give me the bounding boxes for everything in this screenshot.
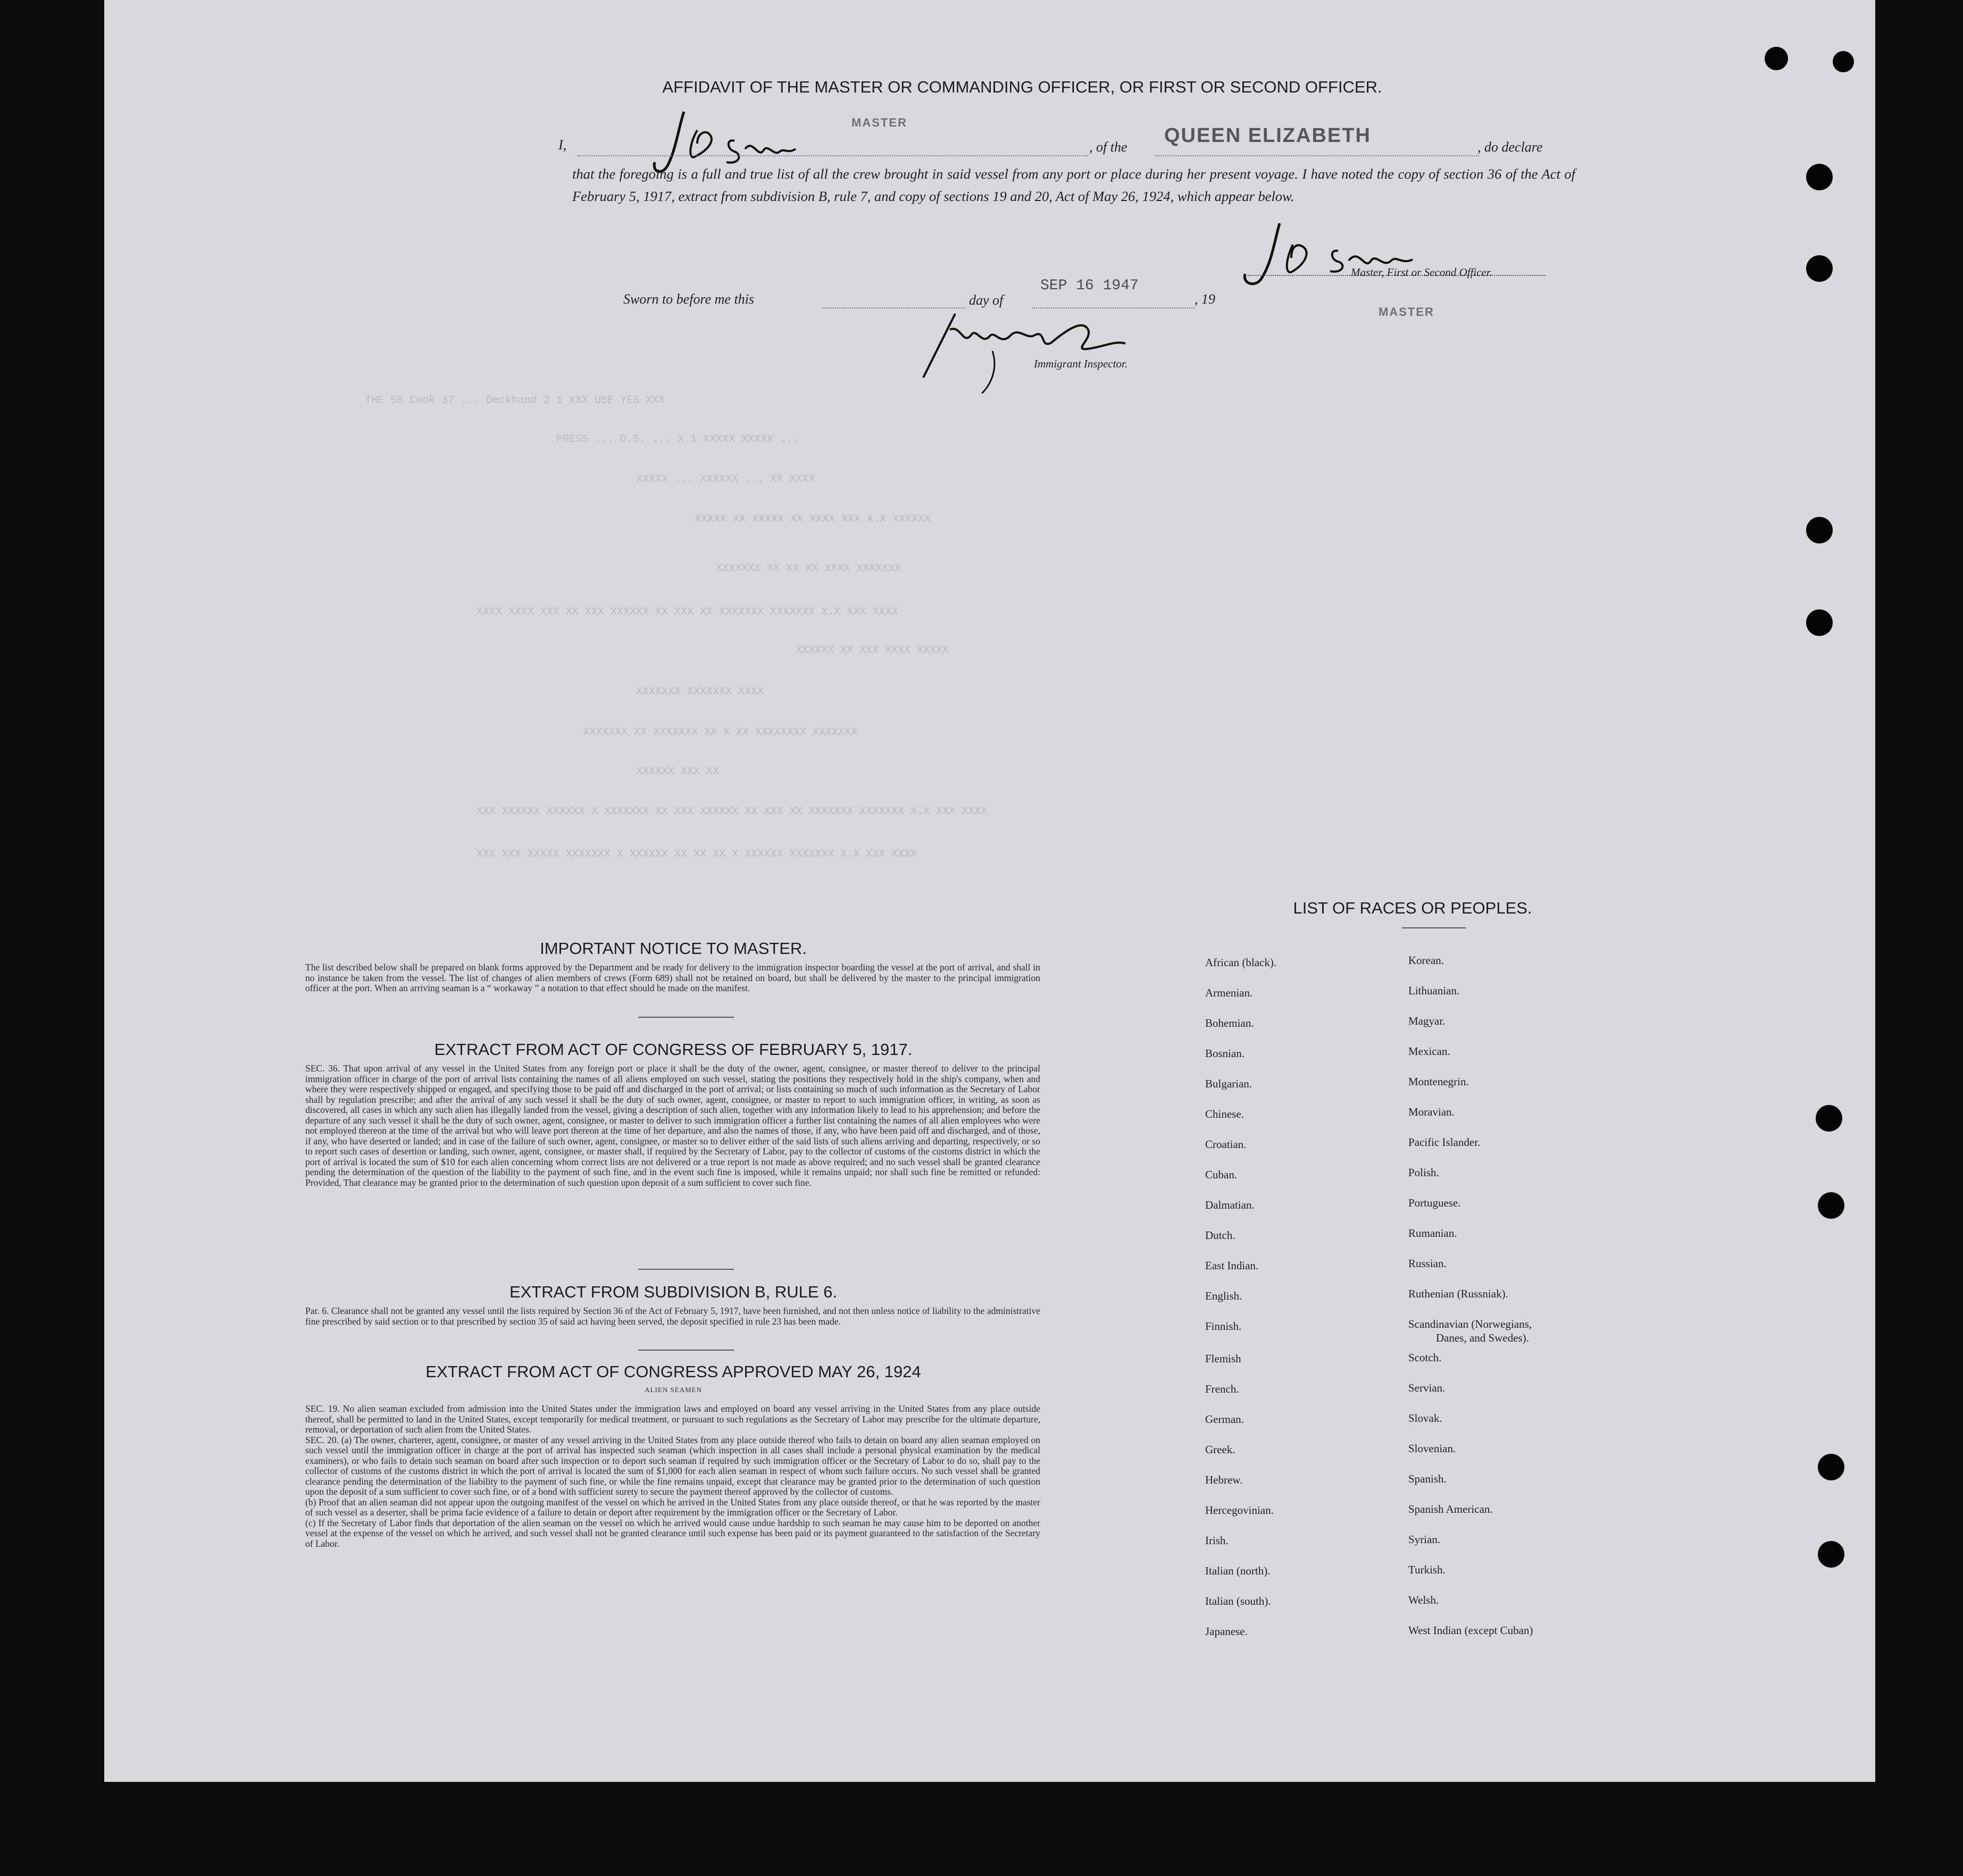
punch-hole	[1818, 1192, 1844, 1219]
race-item: Pacific Islander.	[1408, 1136, 1481, 1149]
races-heading-underline	[1402, 927, 1466, 928]
affidavit-title: AFFIDAVIT OF THE MASTER OR COMMANDING OFFICER, OR FIRST OR SECOND OFFICER.	[662, 78, 1382, 96]
race-item: Croatian.	[1205, 1138, 1247, 1151]
race-item: West Indian (except Cuban)	[1408, 1624, 1533, 1637]
race-item: Chinese.	[1205, 1108, 1244, 1120]
sec20b-text: (b) Proof that an alien seaman did not appear upon the outgoing manifest of the vessel on which he arrived in the United States from any place outside thereof, or that he was reported by the master of such vessel as a deserter, shall be prima facie evidence of a failure to detain or deport after requirement by the immigration officer or the Secretary of Labor.	[305, 1496, 1040, 1518]
race-item: Syrian.	[1408, 1533, 1441, 1546]
divider	[638, 1017, 734, 1018]
race-item: Servian.	[1408, 1381, 1446, 1394]
race-item: Italian (south).	[1205, 1595, 1271, 1607]
race-item: Spanish American.	[1408, 1503, 1493, 1515]
race-item: Spanish.	[1408, 1472, 1447, 1485]
notice-heading: IMPORTANT NOTICE TO MASTER.	[540, 939, 807, 958]
race-item: Dutch.	[1205, 1229, 1235, 1242]
race-item: Slovenian.	[1408, 1442, 1456, 1455]
affidavit-prefix: I,	[558, 137, 567, 153]
master-stamp-2: MASTER	[1379, 305, 1434, 319]
race-item: Scotch.	[1408, 1351, 1442, 1364]
race-item: Slovak.	[1408, 1412, 1442, 1425]
extract-1924-heading: EXTRACT FROM ACT OF CONGRESS APPROVED MAY 26, 1924	[425, 1362, 921, 1381]
race-item: Finnish.	[1205, 1320, 1242, 1333]
race-item: Bosnian.	[1205, 1047, 1245, 1060]
race-item-continuation: Danes, and Swedes).	[1436, 1331, 1529, 1344]
race-item: Irish.	[1205, 1534, 1229, 1547]
divider	[638, 1269, 734, 1270]
race-item: French.	[1205, 1383, 1239, 1395]
race-item: Hercegovinian.	[1205, 1504, 1274, 1517]
officer-signature	[1232, 218, 1455, 298]
punch-hole	[1806, 609, 1833, 636]
race-item: Russian.	[1408, 1257, 1447, 1270]
race-item: Ruthenian (Russniak).	[1408, 1287, 1508, 1300]
race-item: Lithuanian.	[1408, 984, 1460, 997]
punch-hole	[1816, 1105, 1842, 1132]
day-of-text: day of	[969, 292, 1004, 308]
race-item: Korean.	[1408, 954, 1444, 967]
race-item: East Indian.	[1205, 1259, 1259, 1272]
rule6-heading: EXTRACT FROM SUBDIVISION B, RULE 6.	[509, 1283, 838, 1301]
punch-hole	[1806, 255, 1833, 282]
officer-caption: Master, First or Second Officer.	[1351, 266, 1492, 279]
ship-name-stamp: QUEEN ELIZABETH	[1164, 124, 1371, 147]
race-item: Armenian.	[1205, 986, 1253, 999]
race-item: Bulgarian.	[1205, 1077, 1252, 1090]
race-item: Bohemian.	[1205, 1017, 1254, 1029]
race-item: Welsh.	[1408, 1594, 1439, 1606]
ship-line	[1155, 155, 1479, 156]
punch-hole	[1806, 517, 1833, 543]
race-item: Japanese.	[1205, 1625, 1248, 1638]
race-item: Italian (north).	[1205, 1564, 1271, 1577]
extract-1917-text: SEC. 36. That upon arrival of any vessel in the United States from any foreign port or place it shall be the duty of the owner, agent, consignee, or master thereof to deliver to the principal immigration officer in charge of the port of arrival lists containing the names of all aliens employed on such vessel, stating the positions they respectively hold in the ship's company, when and where they were respectively shipped or engaged, and specifying those to be paid off and discharged in the port of arrival; or lists containing so much of such information as the Secretary of Labor shall by regulation prescribe; and after the arrival of any such vessel it shall be the duty of such owner, agent, consignee, or master to report to such immigration officer, in writing, as soon as discovered, all cases in which any such alien has illegally landed from the vessel, giving a description of such alien, together with any information likely to lead to his apprehension; and before the departure of any such vessel it shall be the duty of such owner, agent, consignee, or master to deliver to such immigration officer a further list containing the names of all alien employees who were not employed thereon at the time of the arrival but who will leave port thereon at the time of her departure, and also the names of those, if any, who have been paid off and discharged, and of those, if any, who have deserted or landed; and in case of the failure of such owner, agent, consignee, or master so to deliver either of the said lists of such aliens arriving and departing, respectively, or so to report such cases of desertion or landing, such owner, agent, consignee, or master shall, if required by the Secretary of Labor, pay to the collector of customs of the customs district in which the port of arrival is located the sum of $10 for each alien concerning whom correct lists are not delivered or a true report is not made as above required; and no such vessel shall be granted clearance pending the determination of the question of the liability to the payment of such fine, and in the event such fine is imposed, while it remains unpaid; nor shall such fine be remitted or refunded: Provided, That clearance may be granted prior to the determination of such question upon deposit of a sum sufficient to cover such fine.	[305, 1063, 1040, 1188]
notice-text: The list described below shall be prepared on blank forms approved by the Department and be ready for delivery to the immigration inspector boarding the vessel at the port of arrival, and shall in no instance be taken from the vessel. The list of changes of alien members of crews (Form 689) shall not be retained on board, but shall be delivered by the master to the principal immigration officer at the port. When an arriving seaman is a “ workaway ” a notation to that effect should be made on the manifest.	[305, 962, 1040, 993]
punch-hole	[1806, 164, 1833, 190]
punch-hole	[1833, 51, 1854, 72]
name-line	[578, 155, 1088, 156]
divider	[638, 1350, 734, 1351]
inspector-signature	[913, 298, 1168, 393]
document-page: THE 56 Cook 37 ... Deckhand 2 1 XXX USE YES XXX PRESS ... D.S. ... X 1 XXXXX XXXXX ... XXXXX ... XXXXXX ... XX XXXX XXXXX XX XXXXX XX XXXX XXX X.X XXXXXX XXXXXXX XX XX XX XXXX XXXXXXX XXXX XXXX XXX XX XXX XXXXXX XX XXX XX XXXXXXX XXXXXXX X.X XXX XXXX XXXXXX XX XXX XXXX XXXXX XXXXXXX XXXXXXX XXXX XXXXXXX XX XXXXXXX XX X XX XXXXXXXX XXXXXXX XXXXXX XXX XX XXX XXXXXX XXXXXX X XXXXXXX XX XXX XXXXXX XX XXX XX XXXXXXX XXXXXXX X.X XXX XXXX XXX XXX XXXXX XXXXXXX X XXXXXX XX XX XX X XXXXXX XXXXXXX X.X XXX XXXX AFFIDAVIT OF THE MASTER OR COMMANDING OFFICER, OR FIRST OR SECOND OFFICER. I, MASTER , of the QUEEN ELIZABETH , do declare that the foregoing is a full and true list of all the crew brought in said vessel from any port or place during her present voyage. I have noted the copy of section 36 of the Act of February 5, 1917, extract from subdivision B, rule 7, and copy of sections 19 and 20, Act of May 26, 1924, which appear below. Master, First or Second Officer. MASTER Sworn to before me this day of SEP 16 1947 , 19 Immigrant Inspector. IMPORTANT NOTICE TO MASTER. The list described below shall be prepared on blank forms approved by the Department and be ready for delivery to the immigration inspector boarding the vessel at the port of arrival, and shall in no instance be taken from the vessel. The list of changes of alien members of crews (Form 689) shall not be retained on board, but shall be delivered by the master to the principal immigration officer at the port. When an arriving seaman is a “ workaway ” a notation to that effect should be made on the manifest. EXTRACT FROM ACT OF CONGRESS OF FEBRUARY 5, 1917. SEC. 36. That upon arrival of any vessel in the United States from any foreign port or place it shall be the duty of the owner, agent, consignee, or master thereof to deliver to the principal immigration officer in charge of the port of arrival lists containing the names of all aliens employed on such vessel, stating the positions they respectively hold in the ship's company, when and where they were respectively shipped or engaged, and specifying those to be paid off and discharged in the port of arrival; or lists containing so much of such information as the Secretary of Labor shall by regulation prescribe; and after the arrival of any such vessel it shall be the duty of such owner, agent, consignee, or master to report to such immigration officer, in writing, as soon as discovered, all cases in which any such alien has illegally landed from the vessel, giving a description of such alien, together with any information likely to lead to his apprehension; and before the departure of any such vessel it shall be the duty of such owner, agent, consignee, or master to deliver to such immigration officer a further list containing the names of all alien employees who were not employed thereon at the time of the arrival but who will leave port thereon at the time of her departure, and also the names of those, if any, who have been paid off and discharged, and of those, if any, who have deserted or landed; and in case of the failure of such owner, agent, consignee, or master so to deliver either of the said lists of such aliens arriving and departing, respectively, or so to report such cases of desertion or landing, such owner, agent, consignee, or master shall, if required by the Secretary of Labor, pay to the collector of customs of the customs district in which the port of arrival is located the sum of $10 for each alien concerning whom correct lists are not delivered or a true report is not made as above required; and no such vessel shall be granted clearance pending the determination of the question of the liability to the payment of such fine, and in the event such fine is imposed, while it remains unpaid; nor shall such fine be remitted or refunded: Provided, That clearance may be granted prior to the determination of such question upon deposit of a sum sufficient to cover such fine. EXTRACT FROM SUBDIVISION B, RULE 6. Par. 6. Clearance shall not be granted any vessel until the lists required by Section 36 of the Act of February 5, 1917, have been furnished, and not then unless notice of liability to the administrative fine prescribed by said section or to that prescribed by section 35 of said act having been served, the deposit specified in rule 23 has been made. EXTRACT FROM ACT OF CONGRESS APPROVED MAY 26, 1924 ALIEN SEAMEN SEC. 19. No alien seaman excluded from admission into the United States under the immigration laws and employed on board any vessel arriving in the United States from any place outside thereof, shall be permitted to land in the United States, except temporarily for medical treatment, or pursuant to such regulations as the Secretary of Labor may prescribe for the ultimate departure, removal, or deportation of such alien from the United States. SEC. 20. (a) The owner, charterer, agent, consignee, or master of any vessel arriving in the United States from any place outside thereof who fails to detain on board any alien seaman employed on such vessel until the immigration officer in charge at the port of arrival has inspected such seaman (which inspection in all cases shall include a personal physical examination by the medical examiners), or who fails to detain such seaman on board after such inspection or to deport such seaman if required by such immigration officer or the Secretary of Labor to do so, shall pay to the collector of customs of the customs district in which the port of arrival is located the sum of $1,000 for each alien seaman in respect of whom such failure occurs. No such vessel shall be granted clearance pending the determination of the liability to the payment of such fine, or while the fine remains unpaid, except that clearance may be granted prior to the determination of such question upon the deposit of a sum sufficient to cover such fine, or of a bond with sufficient surety to secure the payment thereof approved by the collector of customs. (b) Proof that an alien seaman did not appear upon the outgoing manifest of the vessel on which he arrived in the United States from any place outside thereof, or that he was reported by the master of such vessel as a deserter, shall be prima facie evidence of a failure to detain or deport after requirement by the immigration officer or the Secretary of Labor. (c) If the Secretary of Labor finds that deportation of the alien seaman on the vessel on which he arrived would cause undue hardship to such seaman he may cause him to be deported on another vessel at the expense of the vessel on which he arrived, and such vessel shall not be granted clearance until such expense has been paid or its payment guaranteed to the satisfaction of the Secretary of Labor. LIST OF RACES OR PEOPLES. African (black). Armenian. Bohemian. Bosnian. Bulgarian. Chinese. Croatian. Cuban. Dalmatian. Dutch. East Indian. English. Finnish. Flemish French. German. Greek. Hebrew. Hercegovinian. Irish. Italian (north). Italian (south). Japanese. Korean. Lithuanian. Magyar. Mexican. Montenegrin. Moravian. Pacific Islander. Polish. Portuguese. Rumanian. Russian. Ruthenian (Russniak). Scandinavian (Norwegians, Danes, and Swedes). Scotch. Servian. Slovak. Slovenian. Spanish. Spanish American. Syrian. Turkish. Welsh. West Indian (except Cuban)	[104, 0, 1875, 1782]
punch-hole	[1765, 47, 1788, 70]
race-item: English.	[1205, 1289, 1242, 1302]
race-item: Dalmatian.	[1205, 1199, 1255, 1211]
race-item: Polish.	[1408, 1166, 1439, 1179]
master-stamp: MASTER	[851, 116, 907, 129]
rule6-text: Par. 6. Clearance shall not be granted any vessel until the lists required by Section 36 of the Act of February 5, 1917, have been furnished, and not then unless notice of liability to the administrative fine prescribed by said section or to that prescribed by section 35 of said act having been served, the deposit specified in rule 23 has been made.	[305, 1305, 1040, 1327]
race-item: Greek.	[1205, 1443, 1235, 1456]
year-prefix: , 19	[1194, 291, 1215, 307]
sec20a-text: SEC. 20. (a) The owner, charterer, agent, consignee, or master of any vessel arriving in the United States from any place outside thereof who fails to detain on board any alien seaman employed on such vessel until the immigration officer in charge at the port of arrival has inspected such seaman (which inspection in all cases shall include a personal physical examination by the medical examiners), or who fails to detain such seaman on board after such inspection or to deport such seaman if required by such immigration officer or the Secretary of Labor to do so, shall pay to the collector of customs of the customs district in which the port of arrival is located the sum of $1,000 for each alien seaman in respect of whom such failure occurs. No such vessel shall be granted clearance pending the determination of the liability to the payment of such fine, or while the fine remains unpaid, except that clearance may be granted prior to the determination of such question upon the deposit of a sum sufficient to cover such fine, or of a bond with sufficient surety to secure the payment thereof approved by the collector of customs.	[305, 1434, 1040, 1497]
race-item: Flemish	[1205, 1352, 1241, 1365]
alien-seamen-subheading: ALIEN SEAMEN	[645, 1386, 702, 1394]
extract-1924-body	[305, 1404, 1040, 1549]
race-item: Montenegrin.	[1408, 1075, 1469, 1088]
punch-hole	[1818, 1541, 1844, 1568]
race-item: Scandinavian (Norwegians,	[1408, 1318, 1532, 1330]
extract-1917-heading: EXTRACT FROM ACT OF CONGRESS OF FEBRUARY 5, 1917.	[434, 1040, 913, 1059]
race-item: Hebrew.	[1205, 1473, 1243, 1486]
race-item: Turkish.	[1408, 1563, 1446, 1576]
punch-hole	[1818, 1454, 1844, 1480]
do-declare-text: , do declare	[1477, 139, 1543, 155]
date-stamp: SEP 16 1947	[1040, 278, 1139, 294]
affidavit-body: that the foregoing is a full and true list of all the crew brought in said vessel from any port or place during her present voyage. I have noted the copy of section 36 of the Act of February 5, 1917, extract from subdivision B, rule 7, and copy of sections 19 and 20, Act of May 26, 1924, which appear below.	[572, 166, 1575, 204]
race-item: African (black).	[1205, 956, 1277, 969]
race-item: German.	[1205, 1413, 1244, 1426]
race-item: Cuban.	[1205, 1168, 1238, 1181]
race-item: Magyar.	[1408, 1015, 1446, 1027]
race-item: Rumanian.	[1408, 1227, 1457, 1240]
sworn-text: Sworn to before me this	[623, 291, 755, 307]
sec20c-text: (c) If the Secretary of Labor finds that deportation of the alien seaman on the vessel on which he arrived would cause undue hardship to such seaman he may cause him to be deported on another vessel at the expense of the vessel on which he arrived, and such vessel shall not be granted clearance until such expense has been paid or its payment guaranteed to the satisfaction of the Secretary of Labor.	[305, 1517, 1040, 1549]
race-item: Mexican.	[1408, 1045, 1450, 1058]
races-heading: LIST OF RACES OR PEOPLES.	[1293, 899, 1532, 917]
race-item: Moravian.	[1408, 1106, 1455, 1118]
of-the-text: , of the	[1089, 139, 1127, 155]
inspector-caption: Immigrant Inspector.	[1034, 357, 1128, 370]
sec19-text: SEC. 19. No alien seaman excluded from admission into the United States under the immigration laws and employed on board any vessel arriving in the United States from any place outside thereof, shall be permitted to land in the United States, except temporarily for medical treatment, or pursuant to such regulations as the Secretary of Labor may prescribe for the ultimate departure, removal, or deportation of such alien from the United States.	[305, 1403, 1040, 1435]
race-item: Portuguese.	[1408, 1196, 1461, 1209]
